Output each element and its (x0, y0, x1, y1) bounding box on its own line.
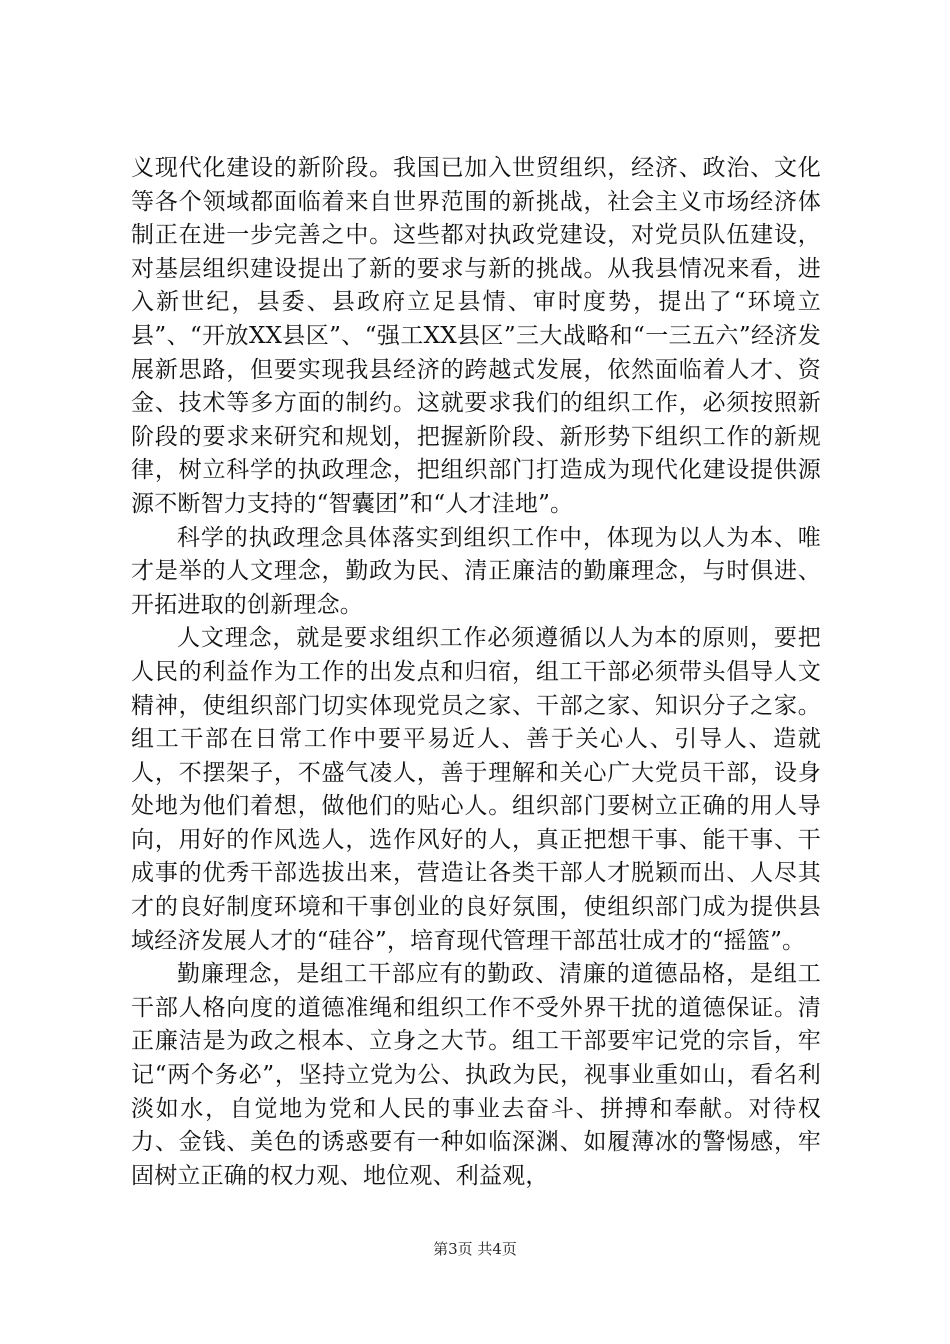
paragraph-1: 义现代化建设的新阶段。我国已加入世贸组织，经济、政治、文化等各个领域都面临着来自世界范围的新挑战，社会主义市场经济体制正在进一步完善之中。这些都对执政党建设，对党员队伍建设，对基层组织建设提出了新的要求与新的挑战。从我县情况来看，进入新世纪，县委、县政府立足县情、审时度势，提出了“环境立县”、“开放XX县区”、“强工XX县区”三大战略和“一三五六”经济发展新思路，但要实现我县经济的跨越式发展，依然面临着人才、资金、技术等多方面的制约。这就要求我们的组织工作，必须按照新阶段的要求来研究和规划，把握新阶段、新形势下组织工作的新规律，树立科学的执政理念，把组织部门打造成为现代化建设提供源源不断智力支持的“智囊团”和“人才洼地”。 (131, 155, 821, 517)
page-number-label: 第3页 共4页 (433, 1240, 517, 1258)
document-body (131, 152, 821, 1193)
paragraph-2: 科学的执政理念具体落实到组织工作中，体现为以人为本、唯才是举的人文理念，勤政为民、清正廉洁的勤廉理念，与时俱进、开拓进取的创新理念。 (131, 524, 821, 618)
paragraph-3: 人文理念，就是要求组织工作必须遵循以人为本的原则，要把人民的利益作为工作的出发点和归宿，组工干部必须带头倡导人文精神，使组织部门切实体现党员之家、干部之家、知识分子之家。组工干部在日常工作中要平易近人、善于关心人、引导人、造就人，不摆架子，不盛气凌人，善于理解和关心广大党员干部，设身处地为他们着想，做他们的贴心人。组织部门要树立正确的用人导向，用好的作风选人，选作风好的人，真正把想干事、能干事、干成事的优秀干部选拔出来，营造让各类干部人才脱颖而出、人尽其才的良好制度环境和干事创业的良好氛围，使组织部门成为提供县域经济发展人才的“硅谷”，培育现代管理干部茁壮成才的“摇篮”。 (131, 625, 821, 954)
page-footer (0, 1239, 950, 1259)
paragraph-4: 勤廉理念，是组工干部应有的勤政、清廉的道德品格，是组工干部人格向度的道德准绳和组织工作不受外界干扰的道德保证。清正廉洁是为政之根本、立身之大节。组工干部要牢记党的宗旨，牢记“两个务必”，坚持立党为公、执政为民，视事业重如山，看名利淡如水，自觉地为党和人民的事业去奋斗、拼搏和奉献。对待权力、金钱、美色的诱惑要有一种如临深渊、如履薄冰的警惕感，牢固树立正确的权力观、地位观、利益观， (131, 961, 821, 1189)
